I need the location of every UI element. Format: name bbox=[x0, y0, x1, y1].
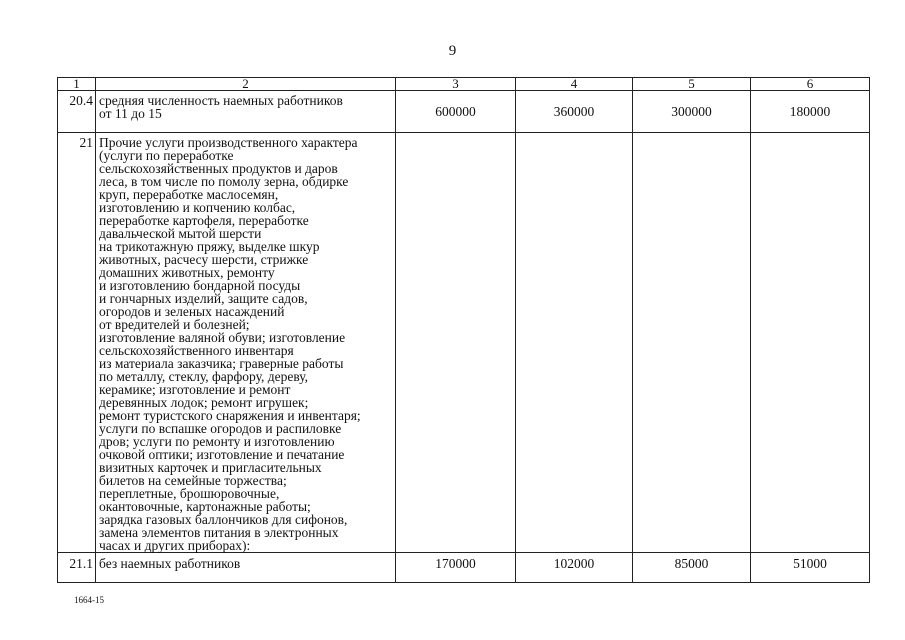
row-value: 300000 bbox=[633, 91, 751, 133]
row-description: без наемных работников bbox=[96, 553, 396, 583]
row-value: 51000 bbox=[751, 553, 870, 583]
row-description: Прочие услуги производственного характера (услуги по переработке сельскохозяйственных продуктов и даров леса, в том числе по помолу зерна, обдирке круп, переработке маслосемян, изготовлению и копчению колбас, переработке картофеля, переработке давальческой мытой шерсти на трикотажную пряжу, выделке шкур животных, расчесу шерсти, стрижке домашних животных, ремонту и изготовлению бондарной посуды и гончарных изделий, защите садов, огородов и зеленых насаждений от вредителей и болезней; изготовление валяной обуви; изготовление сельскохозяйственного инвентаря из материала заказчика; граверные работы по металлу, стеклу, фарфору, дереву, керамике; изготовление и ремонт деревянных лодок; ремонт игрушек; ремонт туристского снаряжения и инвентаря; услуги по вспашке огородов и распиловке дров; услуги по ремонту и изготовлению очковой оптики; изготовление и печатание визитных карточек и пригласительных билетов на семейные торжества; переплетные, брошюровочные, окантовочные, картонажные работы; зарядка газовых баллончиков для сифонов, замена элементов питания в электронных часах и других приборах): bbox=[96, 133, 396, 553]
row-value: 102000 bbox=[516, 553, 633, 583]
table-row bbox=[58, 553, 870, 583]
row-value bbox=[751, 133, 870, 553]
column-header: 5 bbox=[633, 78, 751, 91]
row-value bbox=[396, 133, 516, 553]
tariff-table bbox=[57, 77, 870, 583]
column-header: 1 bbox=[58, 78, 96, 91]
table-row bbox=[58, 91, 870, 133]
table-header-row bbox=[58, 78, 870, 91]
row-number: 21 bbox=[58, 133, 96, 553]
row-value: 180000 bbox=[751, 91, 870, 133]
column-header: 4 bbox=[516, 78, 633, 91]
row-value: 85000 bbox=[633, 553, 751, 583]
column-header: 2 bbox=[96, 78, 396, 91]
row-number: 21.1 bbox=[58, 553, 96, 583]
row-value bbox=[516, 133, 633, 553]
page-number: 9 bbox=[448, 43, 457, 59]
row-value: 360000 bbox=[516, 91, 633, 133]
row-value: 600000 bbox=[396, 91, 516, 133]
document-code: 1664-15 bbox=[74, 595, 104, 605]
row-value: 170000 bbox=[396, 553, 516, 583]
table-row bbox=[58, 133, 870, 553]
row-description: средняя численность наемных работников от 11 до 15 bbox=[96, 91, 396, 133]
column-header: 3 bbox=[396, 78, 516, 91]
row-value bbox=[633, 133, 751, 553]
row-number: 20.4 bbox=[58, 91, 96, 133]
column-header: 6 bbox=[751, 78, 870, 91]
